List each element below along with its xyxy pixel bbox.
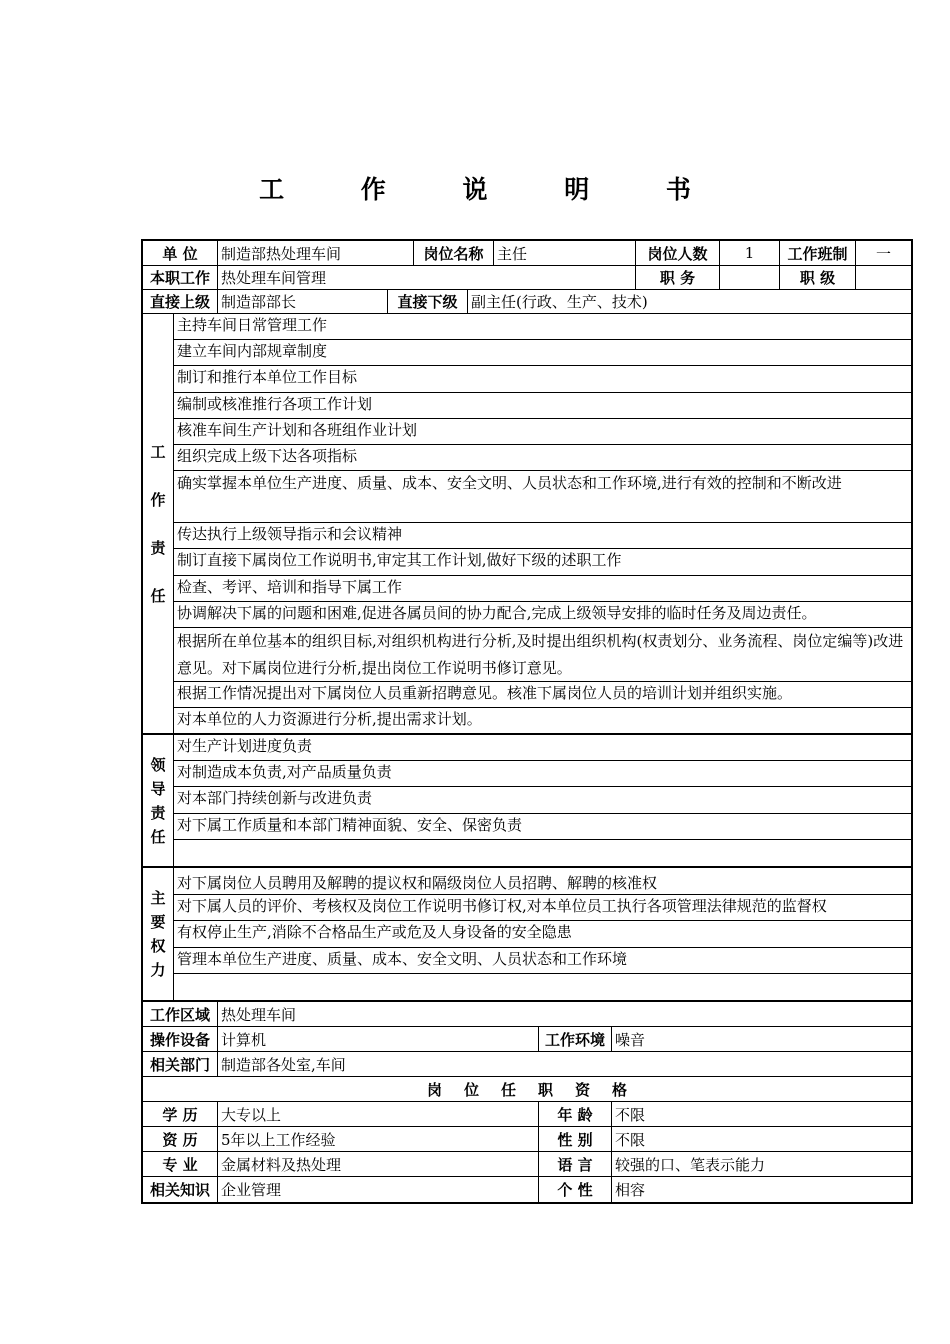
responsibility-item: 根据工作情况提出对下属岗位人员重新招聘意见。核准下属岗位人员的培训计划并组织实施。 bbox=[174, 682, 911, 708]
area-label: 工作区域 bbox=[143, 1002, 218, 1026]
authority-item bbox=[174, 974, 911, 1000]
leadership-section bbox=[143, 735, 911, 868]
qual-row-2 bbox=[143, 1127, 911, 1152]
education-value: 大专以上 bbox=[218, 1102, 539, 1126]
qualifications-heading-row bbox=[143, 1077, 911, 1102]
leadership-label: 领 导 责 任 bbox=[143, 735, 174, 866]
personality-label: 个 性 bbox=[539, 1177, 612, 1202]
major-value: 金属材料及热处理 bbox=[218, 1152, 539, 1176]
personality-value: 相容 bbox=[615, 1181, 646, 1199]
equipment-label: 操作设备 bbox=[143, 1027, 218, 1051]
authority-item: 对下属岗位人员聘用及解聘的提议权和隔级岗位人员招聘、解聘的核准权 bbox=[174, 868, 911, 895]
education-label: 学 历 bbox=[143, 1102, 218, 1126]
authority-item: 对下属人员的评价、考核权及岗位工作说明书修订权,对本单位员工执行各项管理法律规范的监督权 bbox=[174, 895, 911, 921]
responsibility-item: 制订和推行本单位工作目标 bbox=[174, 366, 911, 393]
headcount-value: 1 bbox=[720, 241, 780, 265]
unit-label: 单 位 bbox=[143, 241, 218, 265]
header-row-2 bbox=[143, 266, 911, 290]
area-row bbox=[143, 1002, 911, 1027]
leadership-item: 对本部门持续创新与改进负责 bbox=[174, 787, 911, 814]
responsibility-item: 制订直接下属岗位工作说明书,审定其工作计划,做好下级的述职工作 bbox=[174, 549, 911, 576]
subordinate-label: 直接下级 bbox=[388, 290, 468, 313]
authority-section bbox=[143, 868, 911, 1002]
responsibility-item: 建立车间内部规章制度 bbox=[174, 340, 911, 366]
shift-value: 一 bbox=[875, 244, 891, 263]
qual-row-4 bbox=[143, 1177, 911, 1202]
qual-row-1 bbox=[143, 1102, 911, 1127]
post-name-value: 主任 bbox=[494, 241, 636, 265]
language-value: 较强的口、笔表示能力 bbox=[615, 1155, 766, 1174]
knowledge-label: 相关知识 bbox=[143, 1177, 218, 1202]
responsibilities-label: 工 作 责 任 bbox=[143, 314, 174, 733]
post-name-label: 岗位名称 bbox=[414, 241, 494, 265]
leadership-item: 对制造成本负责,对产品质量负责 bbox=[174, 761, 911, 787]
leadership-item bbox=[174, 840, 911, 866]
dept-row bbox=[143, 1052, 911, 1077]
leadership-item: 对生产计划进度负责 bbox=[174, 735, 911, 761]
responsibility-item: 确实掌握本单位生产进度、质量、成本、安全文明、人员状态和工作环境,进行有效的控制和不断改进 bbox=[174, 471, 911, 523]
responsibility-item: 对本单位的人力资源进行分析,提出需求计划。 bbox=[177, 710, 482, 728]
equipment-value: 计算机 bbox=[218, 1027, 539, 1051]
gender-value: 不限 bbox=[615, 1130, 646, 1149]
experience-label: 资 历 bbox=[143, 1127, 218, 1151]
position-label: 职 务 bbox=[636, 266, 720, 289]
gender-label: 性 别 bbox=[539, 1127, 612, 1151]
authority-item: 有权停止生产,消除不合格品生产或危及人身设备的安全隐患 bbox=[174, 921, 911, 948]
qual-row-3 bbox=[143, 1152, 911, 1177]
dept-value: 制造部各处室,车间 bbox=[221, 1055, 346, 1074]
superior-label: 直接上级 bbox=[143, 290, 218, 313]
language-label: 语 言 bbox=[539, 1152, 612, 1176]
unit-value: 制造部热处理车间 bbox=[218, 241, 414, 265]
job-description-table bbox=[141, 239, 913, 1204]
equipment-row bbox=[143, 1027, 911, 1052]
document-title: 工 作 说 明 书 bbox=[259, 175, 725, 204]
age-label: 年 龄 bbox=[539, 1102, 612, 1126]
subordinate-value: 副主任(行政、生产、技术) bbox=[471, 293, 648, 311]
authority-label: 主 要 权 力 bbox=[143, 868, 174, 1000]
duty-value: 热处理车间管理 bbox=[218, 266, 636, 289]
responsibility-item: 编制或核准推行各项工作计划 bbox=[174, 393, 911, 419]
env-label: 工作环境 bbox=[539, 1027, 612, 1051]
grade-value bbox=[856, 266, 911, 289]
responsibility-item: 核准车间生产计划和各班组作业计划 bbox=[174, 419, 911, 445]
responsibility-item: 检查、考评、培训和指导下属工作 bbox=[174, 576, 911, 602]
major-label: 专 业 bbox=[143, 1152, 218, 1176]
responsibility-item: 主持车间日常管理工作 bbox=[174, 314, 911, 340]
env-value: 噪音 bbox=[615, 1030, 646, 1049]
area-value: 热处理车间 bbox=[221, 1005, 297, 1024]
grade-label: 职 级 bbox=[780, 266, 856, 289]
responsibility-item: 组织完成上级下达各项指标 bbox=[174, 445, 911, 471]
dept-label: 相关部门 bbox=[143, 1052, 218, 1076]
duty-label: 本职工作 bbox=[143, 266, 218, 289]
authority-item: 管理本单位生产进度、质量、成本、安全文明、人员状态和工作环境 bbox=[174, 948, 911, 974]
headcount-label: 岗位人数 bbox=[636, 241, 720, 265]
responsibility-item: 根据所在单位基本的组织目标,对组织机构进行分析,及时提出组织机构(权责划分、业务流程、岗位定编等)改进意见。对下属岗位进行分析,提出岗位工作说明书修订意见。 bbox=[174, 628, 911, 682]
experience-value: 5年以上工作经验 bbox=[218, 1127, 539, 1151]
position-value bbox=[720, 266, 780, 289]
leadership-item: 对下属工作质量和本部门精神面貌、安全、保密负责 bbox=[174, 814, 911, 840]
responsibility-item: 传达执行上级领导指示和会议精神 bbox=[174, 523, 911, 549]
shift-label: 工作班制 bbox=[780, 241, 856, 265]
header-row-1 bbox=[143, 241, 911, 266]
age-value: 不限 bbox=[615, 1105, 646, 1124]
responsibility-item: 协调解决下属的问题和困难,促进各属员间的协力配合,完成上级领导安排的临时任务及周边责任。 bbox=[174, 602, 911, 628]
responsibilities-section bbox=[143, 314, 911, 735]
header-row-3 bbox=[143, 290, 911, 314]
superior-value: 制造部部长 bbox=[218, 290, 388, 313]
knowledge-value: 企业管理 bbox=[218, 1177, 539, 1202]
qualifications-heading: 岗位任职资格 bbox=[426, 1080, 649, 1099]
